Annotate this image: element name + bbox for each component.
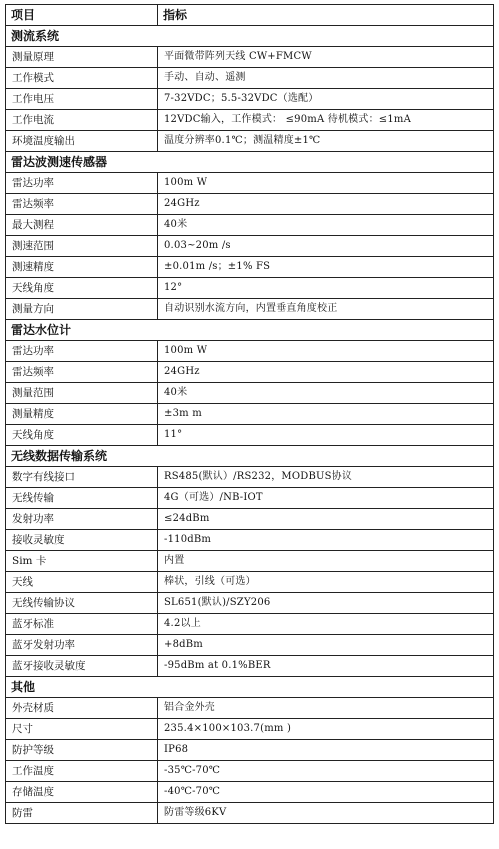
item-cell: 工作模式 (6, 68, 158, 89)
value-cell: 100m W (158, 173, 494, 194)
value-cell: 自动识别水流方向，内置垂直角度校正 (158, 299, 494, 320)
table-row (6, 761, 494, 782)
value-cell: +8dBm (158, 635, 494, 656)
table-row (6, 782, 494, 803)
value-cell: 4.2以上 (158, 614, 494, 635)
table-row (6, 278, 494, 299)
section-title: 其他 (6, 677, 494, 698)
table-row (6, 509, 494, 530)
table-row (6, 383, 494, 404)
item-cell: 存储温度 (6, 782, 158, 803)
item-cell: 工作温度 (6, 761, 158, 782)
value-cell: -95dBm at 0.1%BER (158, 656, 494, 677)
table-row (6, 173, 494, 194)
item-cell: 外壳材质 (6, 698, 158, 719)
value-cell: 12° (158, 278, 494, 299)
value-cell: 11° (158, 425, 494, 446)
value-cell: 温度分辨率0.1℃；测温精度±1℃ (158, 131, 494, 152)
spec-table (5, 4, 494, 824)
item-cell: 防雷 (6, 803, 158, 824)
item-cell: Sim 卡 (6, 551, 158, 572)
table-row (6, 131, 494, 152)
table-row (6, 404, 494, 425)
item-cell: 测速精度 (6, 257, 158, 278)
value-cell: 手动、自动、遥测 (158, 68, 494, 89)
table-row (6, 110, 494, 131)
table-row (6, 572, 494, 593)
value-cell: 40米 (158, 383, 494, 404)
value-cell: -110dBm (158, 530, 494, 551)
item-cell: 接收灵敏度 (6, 530, 158, 551)
value-cell: 棒状，引线（可选） (158, 572, 494, 593)
value-cell: 24GHz (158, 362, 494, 383)
value-cell: RS485(默认）/RS232，MODBUS协议 (158, 467, 494, 488)
value-cell: ±0.01m /s；±1% FS (158, 257, 494, 278)
value-cell: 内置 (158, 551, 494, 572)
value-cell: -40℃-70℃ (158, 782, 494, 803)
spec-sheet (5, 4, 493, 824)
item-cell: 测量原理 (6, 47, 158, 68)
table-row (6, 719, 494, 740)
table-row (6, 467, 494, 488)
section-title: 雷达波测速传感器 (6, 152, 494, 173)
value-cell: 平面微带阵列天线 CW+FMCW (158, 47, 494, 68)
item-cell: 天线角度 (6, 278, 158, 299)
table-row (6, 341, 494, 362)
section-header-row (6, 26, 494, 47)
spec-table-body (6, 5, 494, 824)
item-cell: 防护等级 (6, 740, 158, 761)
section-title: 测流系统 (6, 26, 494, 47)
table-row (6, 68, 494, 89)
item-cell: 蓝牙标准 (6, 614, 158, 635)
table-row (6, 698, 494, 719)
item-cell: 天线 (6, 572, 158, 593)
item-cell: 发射功率 (6, 509, 158, 530)
table-header-row (6, 5, 494, 26)
value-cell: 235.4×100×103.7(mm ) (158, 719, 494, 740)
section-title: 无线数据传输系统 (6, 446, 494, 467)
item-cell: 最大测程 (6, 215, 158, 236)
item-cell: 工作电压 (6, 89, 158, 110)
table-row (6, 425, 494, 446)
section-header-row (6, 320, 494, 341)
table-row (6, 656, 494, 677)
table-row (6, 299, 494, 320)
table-row (6, 236, 494, 257)
item-cell: 尺寸 (6, 719, 158, 740)
table-row (6, 614, 494, 635)
value-cell: -35℃-70℃ (158, 761, 494, 782)
table-row (6, 362, 494, 383)
table-row (6, 194, 494, 215)
value-cell: 防雷等级6KV (158, 803, 494, 824)
item-cell: 雷达功率 (6, 173, 158, 194)
item-cell: 蓝牙发射功率 (6, 635, 158, 656)
value-cell: ≤24dBm (158, 509, 494, 530)
item-cell: 蓝牙接收灵敏度 (6, 656, 158, 677)
table-row (6, 215, 494, 236)
value-cell: 12VDC输入，工作模式： ≤90mA 待机模式：≤1mA (158, 110, 494, 131)
table-row (6, 740, 494, 761)
value-cell: SL651(默认)/SZY206 (158, 593, 494, 614)
section-header-row (6, 152, 494, 173)
table-row (6, 89, 494, 110)
section-title: 雷达水位计 (6, 320, 494, 341)
value-cell: 4G（可选）/NB-IOT (158, 488, 494, 509)
table-row (6, 593, 494, 614)
item-cell: 天线角度 (6, 425, 158, 446)
item-cell: 工作电流 (6, 110, 158, 131)
table-row (6, 635, 494, 656)
item-cell: 测量方向 (6, 299, 158, 320)
header-indicator: 指标 (158, 5, 494, 26)
value-cell: IP68 (158, 740, 494, 761)
item-cell: 雷达频率 (6, 194, 158, 215)
table-row (6, 257, 494, 278)
item-cell: 无线传输 (6, 488, 158, 509)
item-cell: 雷达频率 (6, 362, 158, 383)
item-cell: 数字有线接口 (6, 467, 158, 488)
item-cell: 测速范围 (6, 236, 158, 257)
value-cell: 40米 (158, 215, 494, 236)
value-cell: ±3m m (158, 404, 494, 425)
item-cell: 测量范围 (6, 383, 158, 404)
value-cell: 铝合金外壳 (158, 698, 494, 719)
table-row (6, 47, 494, 68)
item-cell: 环境温度输出 (6, 131, 158, 152)
value-cell: 0.03~20m /s (158, 236, 494, 257)
table-row (6, 803, 494, 824)
item-cell: 雷达功率 (6, 341, 158, 362)
value-cell: 7-32VDC；5.5-32VDC（选配） (158, 89, 494, 110)
section-header-row (6, 446, 494, 467)
value-cell: 100m W (158, 341, 494, 362)
item-cell: 无线传输协议 (6, 593, 158, 614)
table-row (6, 551, 494, 572)
header-item: 项目 (6, 5, 158, 26)
table-row (6, 530, 494, 551)
section-header-row (6, 677, 494, 698)
table-row (6, 488, 494, 509)
value-cell: 24GHz (158, 194, 494, 215)
item-cell: 测量精度 (6, 404, 158, 425)
